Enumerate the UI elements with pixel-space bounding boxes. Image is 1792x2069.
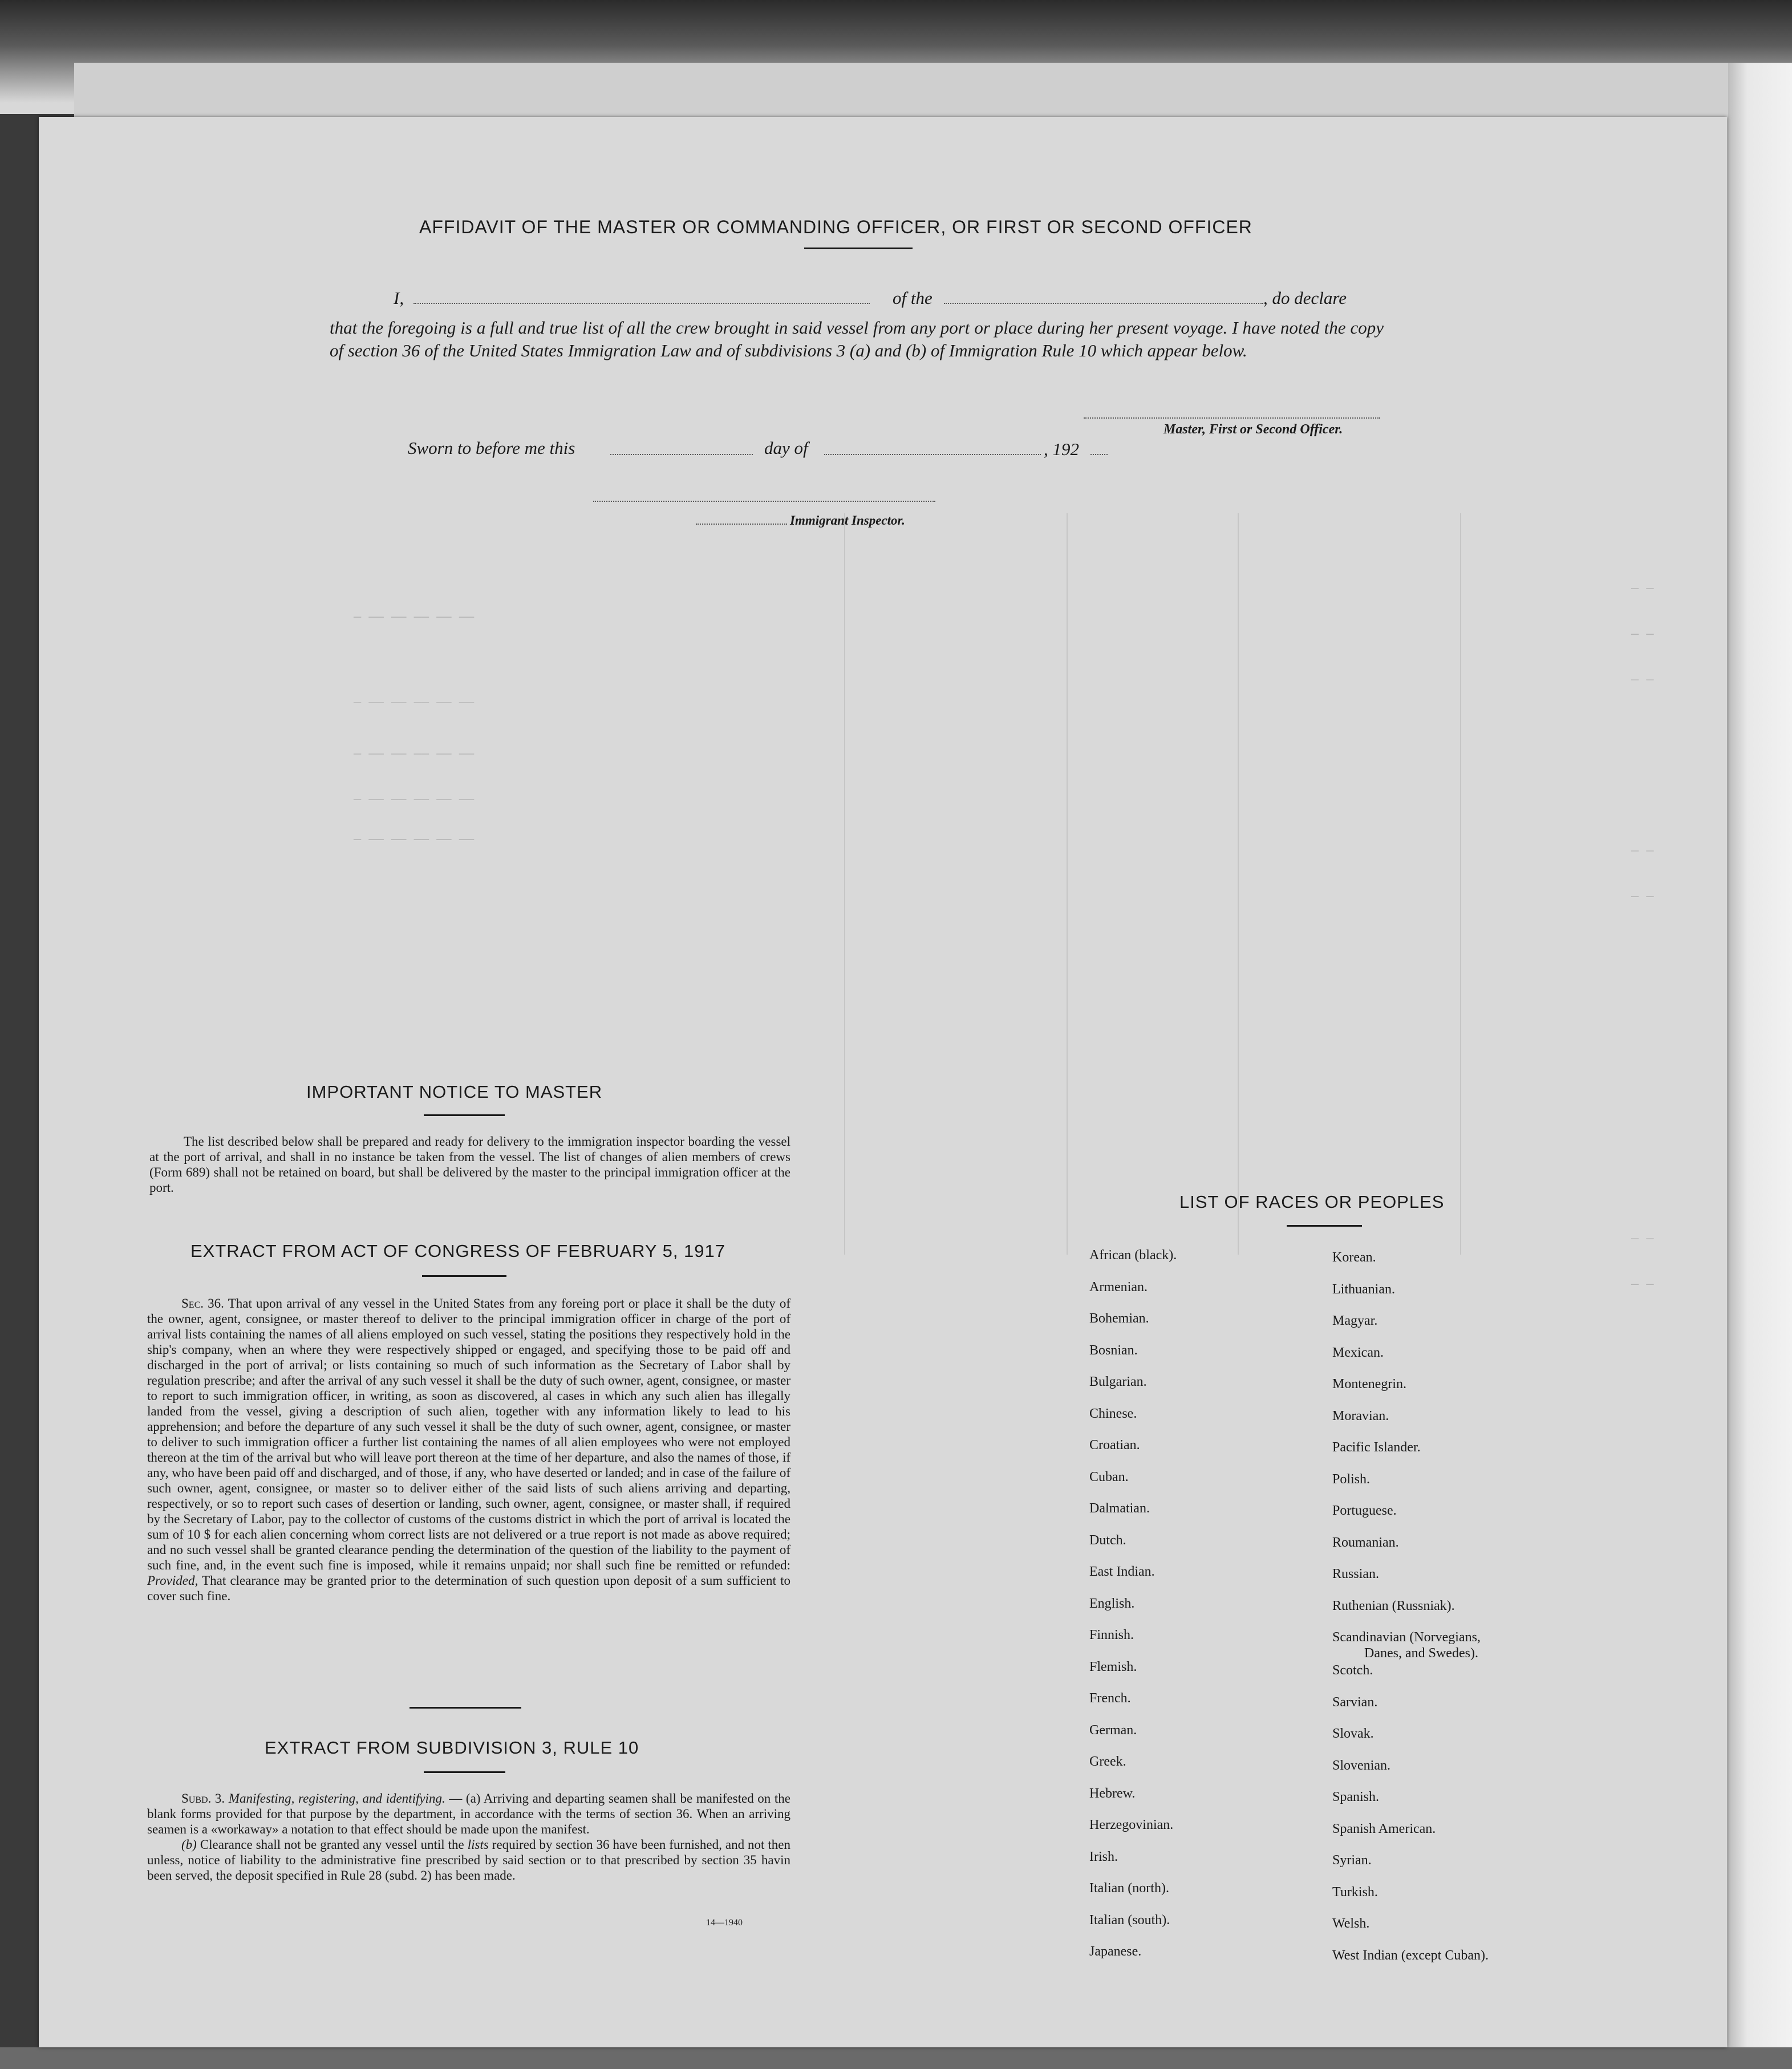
declarant-label: I, <box>394 288 404 308</box>
race-item: Hebrew. <box>1089 1786 1136 1801</box>
race-item: Slovenian. <box>1332 1758 1390 1773</box>
inspector-label: Immigrant Inspector. <box>790 513 905 528</box>
day-of-label: day of <box>764 438 808 458</box>
scanner-frame-bottom <box>0 2047 1792 2069</box>
part-b-lists: lists <box>467 1837 489 1852</box>
notice-heading: IMPORTANT NOTICE TO MASTER <box>306 1082 603 1102</box>
officer-signature-field[interactable] <box>1084 406 1380 419</box>
race-item: Japanese. <box>1089 1944 1142 1959</box>
race-item: Scotch. <box>1332 1663 1373 1678</box>
year-label: , 192 <box>1044 439 1079 459</box>
race-item: German. <box>1089 1722 1137 1738</box>
act-heading: EXTRACT FROM ACT OF CONGRESS OF FEBRUARY 5, 1917 <box>190 1241 726 1261</box>
race-item: Scandinavian (Norvegians, <box>1332 1630 1481 1645</box>
race-item: Moravian. <box>1332 1408 1389 1423</box>
divider <box>804 248 913 249</box>
part-b-text-1: Clearance shall not be granted any vessel until the <box>200 1837 464 1852</box>
race-item: Polish. <box>1332 1471 1371 1487</box>
race-item: Flemish. <box>1089 1659 1137 1674</box>
race-item: Bohemian. <box>1089 1311 1149 1326</box>
race-item: Finnish. <box>1089 1628 1134 1642</box>
inspector-signature-field[interactable] <box>593 489 935 502</box>
sworn-month-field[interactable] <box>824 440 1041 455</box>
race-item: Slovak. <box>1332 1726 1374 1741</box>
race-item: Portuguese. <box>1332 1503 1397 1518</box>
race-item: English. <box>1089 1596 1135 1611</box>
subd-label: Subd. 3. <box>181 1791 225 1806</box>
section-label: Sec. 36. <box>181 1296 224 1311</box>
section-body: That upon arrival of any vessel in the United States from any foreing port or place it shall be the duty of the owner, agent, consignee, or master thereof to deliver to the principal immigration officer in charge of the port of arrival lists containing the names of all aliens employed on such vessel, stating the positions they respectively hold in the ship's company, when an where they were respectively shipped or engaged, and specifying those to be paid off and discharged in the port of arrival; or lists containing so much of such information as the Secretary of Labor shall by regulation prescribe; and after the arrival of any such vessel it shall be the duty of such owner, agent, consignee, or master to report to such immigration officer, in writing, as soon as discovered, al cases in which any such alien has illegally landed from the vessel, giving a description of such alien, together with any information likely to lead to his apprehension; and before the departure of any such vessel it shall be the duty of such owner, agent, consignee, or master to deliver to such immigration officer a further list containing the names of all alien employees who were not employed thereon at the tim of the arrival but who will leave port thereon at the time of her departure, and also the names of those, if any, who have been paid off and discharged, and of those, if any, who have deserted or landed; and in case of the failure of such owner, agent, consignee, or master so to deliver either of the said lists of such aliens arriving and departing, respectively, or so to report such cases of desertion or landing, such owner, agent, consignee, or master shall, if required by the Secretary of Labor, pay to the collector of customs of the customs district in which the port of arrival is located the sum of 10 $ for each alien concerning whom correct lists are not delivered or a true report is not made as above required; and no such vessel shall be granted clearance pending the determination of the question of the liability to the payment of such fine, and, in the event such fine is imposed, while it remains unpaid; nor shall such fine be remitted or refunded: <box>147 1296 790 1572</box>
rule-text <box>147 1791 790 1883</box>
sworn-year-field[interactable] <box>1090 443 1108 455</box>
officer-signature-label: Master, First or Second Officer. <box>1163 422 1343 437</box>
inspector-dots <box>696 516 787 525</box>
race-item: Greek. <box>1089 1754 1126 1769</box>
race-item: Armenian. <box>1089 1279 1148 1295</box>
race-item: Mexican. <box>1332 1345 1384 1360</box>
notice-text: The list described below shall be prepared and ready for delivery to the immigration inspector boarding the vessel at the port of arrival, and shall in no instance be taken from the vessel. The list of changes of alien members of crews (Form 689) shall not be retained on board, but shall be delivered by the master to the principal immigration officer at the port. <box>149 1134 790 1195</box>
part-b-label: (b) <box>181 1837 197 1852</box>
divider <box>424 1114 505 1116</box>
act-section-36 <box>147 1296 790 1604</box>
race-item: Spanish American. <box>1332 1821 1436 1836</box>
race-item: Croatian. <box>1089 1438 1140 1453</box>
race-item: Bosnian. <box>1089 1342 1138 1358</box>
race-item: Chinese. <box>1089 1406 1137 1421</box>
affidavit-statement: that the foregoing is a full and true list of all the crew brought in said vessel from any port or place during her present voyage. I have noted the copy of section 36 of the United States Immigration Law and of subdivisions 3 (a) and (b) of Immigration Rule 10 which appear below. <box>330 318 1384 360</box>
part-a-text: — (a) Arriving and departing seamen shall be manifested on the blank forms provided for that purpose by the department, in accordance with the terms of section 36. When an arriving seamen is a «workaway» a notation to that effect should be made upon the manifest. <box>147 1791 791 1836</box>
race-item: Dalmatian. <box>1089 1501 1150 1516</box>
rule-heading: EXTRACT FROM SUBDIVISION 3, RULE 10 <box>265 1738 639 1758</box>
race-item: Ruthenian (Russniak). <box>1332 1598 1455 1613</box>
race-item: Roumanian. <box>1332 1535 1399 1550</box>
proviso-label: Provided, <box>147 1573 198 1588</box>
sworn-day-field[interactable] <box>610 440 753 455</box>
divider <box>424 1771 505 1773</box>
divider <box>422 1275 506 1277</box>
vessel-label: of the <box>893 288 933 308</box>
race-item: Russian. <box>1332 1567 1380 1581</box>
race-item: Italian (south). <box>1089 1912 1170 1928</box>
race-item: French. <box>1089 1691 1131 1706</box>
declare-label: , do declare <box>1263 288 1347 308</box>
declarant-name-field[interactable] <box>413 288 870 304</box>
race-item: Turkish. <box>1332 1884 1378 1900</box>
race-item: Bulgarian. <box>1089 1374 1147 1389</box>
race-item: Korean. <box>1332 1250 1376 1265</box>
race-item: Sarvian. <box>1332 1694 1378 1710</box>
race-item: Herzegovinian. <box>1089 1818 1174 1832</box>
race-item: Magyar. <box>1332 1313 1378 1328</box>
race-item: Italian (north). <box>1089 1881 1169 1896</box>
divider <box>1287 1225 1362 1227</box>
race-item: Cuban. <box>1089 1469 1129 1484</box>
race-item: West Indian (except Cuban). <box>1332 1948 1489 1963</box>
race-item: Pacific Islander. <box>1332 1440 1421 1455</box>
race-item: African (black). <box>1089 1248 1177 1263</box>
race-item: Irish. <box>1089 1849 1118 1864</box>
race-item: Lithuanian. <box>1332 1281 1395 1297</box>
race-item: Syrian. <box>1332 1853 1372 1868</box>
race-item: Dutch. <box>1089 1532 1126 1548</box>
sworn-label: Sworn to before me this <box>408 438 575 458</box>
race-item: Montenegrin. <box>1332 1377 1406 1391</box>
subd-title: Manifesting, registering, and identifying. <box>228 1791 445 1806</box>
divider <box>410 1707 521 1709</box>
race-item: Spanish. <box>1332 1790 1380 1804</box>
part-b-text-2: required by section 36 have been furnished, and not then unless, notice of liability to the administrative fine prescribed by said section or to that prescribed by section 35 havin been served, the deposit specified in Rule 28 (subd. 2) has been made. <box>147 1837 791 1883</box>
races-heading: LIST OF RACES OR PEOPLES <box>1179 1192 1445 1212</box>
page-edge <box>1728 63 1792 2069</box>
race-item: East Indian. <box>1089 1564 1155 1579</box>
race-item: Welsh. <box>1332 1916 1370 1931</box>
proviso-text: That clearance may be granted prior to the determination of such question upon deposit of a sum sufficient to cover such fine. <box>147 1573 790 1603</box>
race-item: Danes, and Swedes). <box>1364 1646 1478 1661</box>
vessel-name-field[interactable] <box>944 288 1263 304</box>
affidavit-heading: AFFIDAVIT OF THE MASTER OR COMMANDING OFFICER, OR FIRST OR SECOND OFFICER <box>419 217 1252 237</box>
form-number: 14—1940 <box>706 1918 743 1928</box>
